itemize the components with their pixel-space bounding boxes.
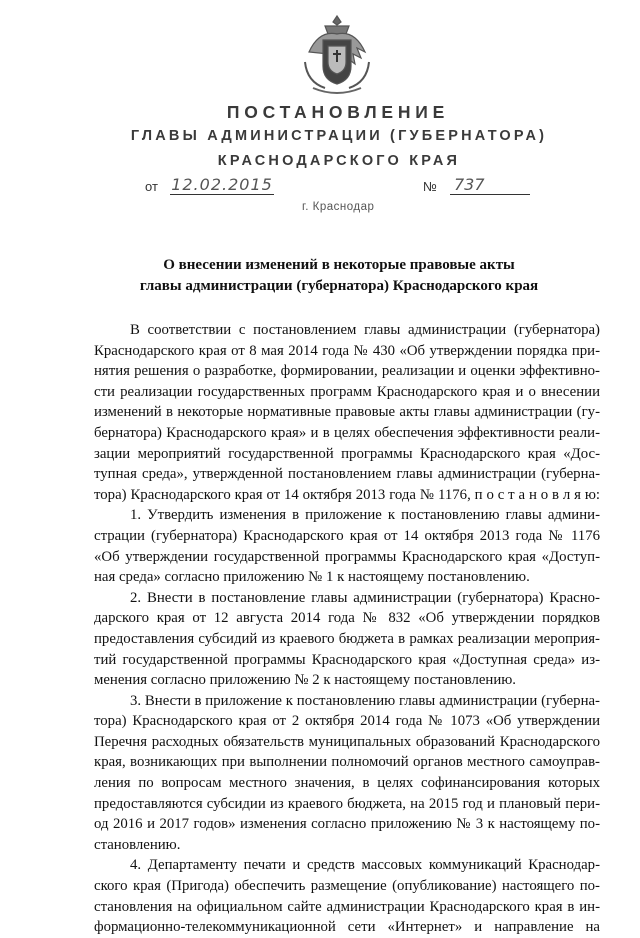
body-line: зации мероприятий государственной программы Краснодарского края «Дос- xyxy=(94,445,600,462)
body-line: 3. Внести в приложение к постановлению главы администрации (губерна- xyxy=(130,692,600,709)
body-line: менения согласно приложению № 2 к настоящему постановлению. xyxy=(94,672,517,689)
body-line: страции (губернатора) Краснодарского края от 14 октября 2013 года № 1176 xyxy=(94,527,600,544)
body-line: бернатора) Краснодарского края» и в целях обеспечения эффективности реали- xyxy=(94,424,600,441)
title-line-2: главы администрации (губернатора) Краснодарского края xyxy=(139,278,539,294)
body-line: од 2016 и 2017 годов» изменения согласно приложению № 3 к настоящему по- xyxy=(94,816,600,833)
body-line: ского края (Пригода) обеспечить размещение (опубликование) настоящего по- xyxy=(94,878,600,895)
body-line: дарского края от 12 августа 2014 года № 832 «Об утверждении порядков xyxy=(94,610,600,627)
body-line: ная среда» согласно приложению № 1 к настоящему постановлению. xyxy=(94,569,530,586)
body-line: предоставления субсидий из краевого бюджета в рамках реализации мероприя- xyxy=(94,630,600,647)
body-line: 1. Утвердить изменения в приложение к постановлению главы админи- xyxy=(130,507,600,524)
document-body xyxy=(94,320,600,938)
document-number: 737 xyxy=(450,175,530,195)
body-line: В соответствии с постановлением главы администрации (губернатора) xyxy=(130,322,600,338)
body-line: 4. Департаменту печати и средств массовых коммуникаций Краснодар- xyxy=(130,857,600,874)
issuer-heading: ГЛАВЫ АДМИНИСТРАЦИИ (ГУБЕРНАТОРА) xyxy=(130,128,548,144)
body-line: 2. Внести в постановление главы администрации (губернатора) Красно- xyxy=(130,589,600,606)
document-date: 12.02.2015 xyxy=(171,175,273,194)
region-heading: КРАСНОДАРСКОГО КРАЯ xyxy=(217,153,461,169)
body-line: становлению. xyxy=(94,836,181,853)
body-line: Перечня расходных обязательств муниципальных образований Краснодарского xyxy=(94,733,600,750)
body-line: предоставляются субсидии из краевого бюджета, на 2015 год и плановый пери- xyxy=(94,795,600,812)
body-line: тупная среда», утвержденной постановлением главы администрации (губерна- xyxy=(94,466,600,483)
body-line: края, возникающих при выполнении полномочий органов местного самоуправ- xyxy=(94,754,600,771)
body-line: тора) Краснодарского края от 14 октября 2013 года № 1176, xyxy=(94,486,471,503)
body-line: формационно-телекоммуникационной сети «Интернет» и направление на xyxy=(94,919,600,936)
body-line: тий государственной программы Краснодарского края «Доступная среда» из- xyxy=(94,651,600,668)
coat-of-arms-emblem xyxy=(295,12,379,98)
body-line: становления на официальном сайте администрации Краснодарского края в ин- xyxy=(94,898,600,915)
body-line: сти реализации государственных программ Краснодарского края и о внесении xyxy=(94,383,600,400)
number-prefix: № xyxy=(423,179,437,194)
city-label: г. Краснодар xyxy=(302,201,375,213)
resolution-word: п о с т а н о в л я ю: xyxy=(474,486,600,503)
body-line: нятия решения о разработке, формировании, реализации и оценки эффективно- xyxy=(94,363,600,380)
body-line-with-resolution xyxy=(94,485,600,506)
body-line: изменений в некоторые нормативные правовые акты главы администрации (гу- xyxy=(94,404,600,421)
body-line: ления по вопросам местного значения, в целях софинансирования которых xyxy=(94,775,600,792)
date-prefix: от xyxy=(145,179,158,194)
body-line: Краснодарского края от 8 мая 2014 года № 430 «Об утверждении порядка при- xyxy=(94,342,600,359)
doc-type-heading: ПОСТАНОВЛЕНИЕ xyxy=(226,102,450,122)
document-title xyxy=(0,255,640,297)
title-line-1: О внесении изменений в некоторые правовые акты xyxy=(163,257,515,273)
body-line: тора) Краснодарского края от 2 октября 2014 года № 1073 «Об утверждении xyxy=(94,713,600,730)
body-line: «Об утверждении государственной программы Краснодарского края «Доступ- xyxy=(94,548,600,565)
